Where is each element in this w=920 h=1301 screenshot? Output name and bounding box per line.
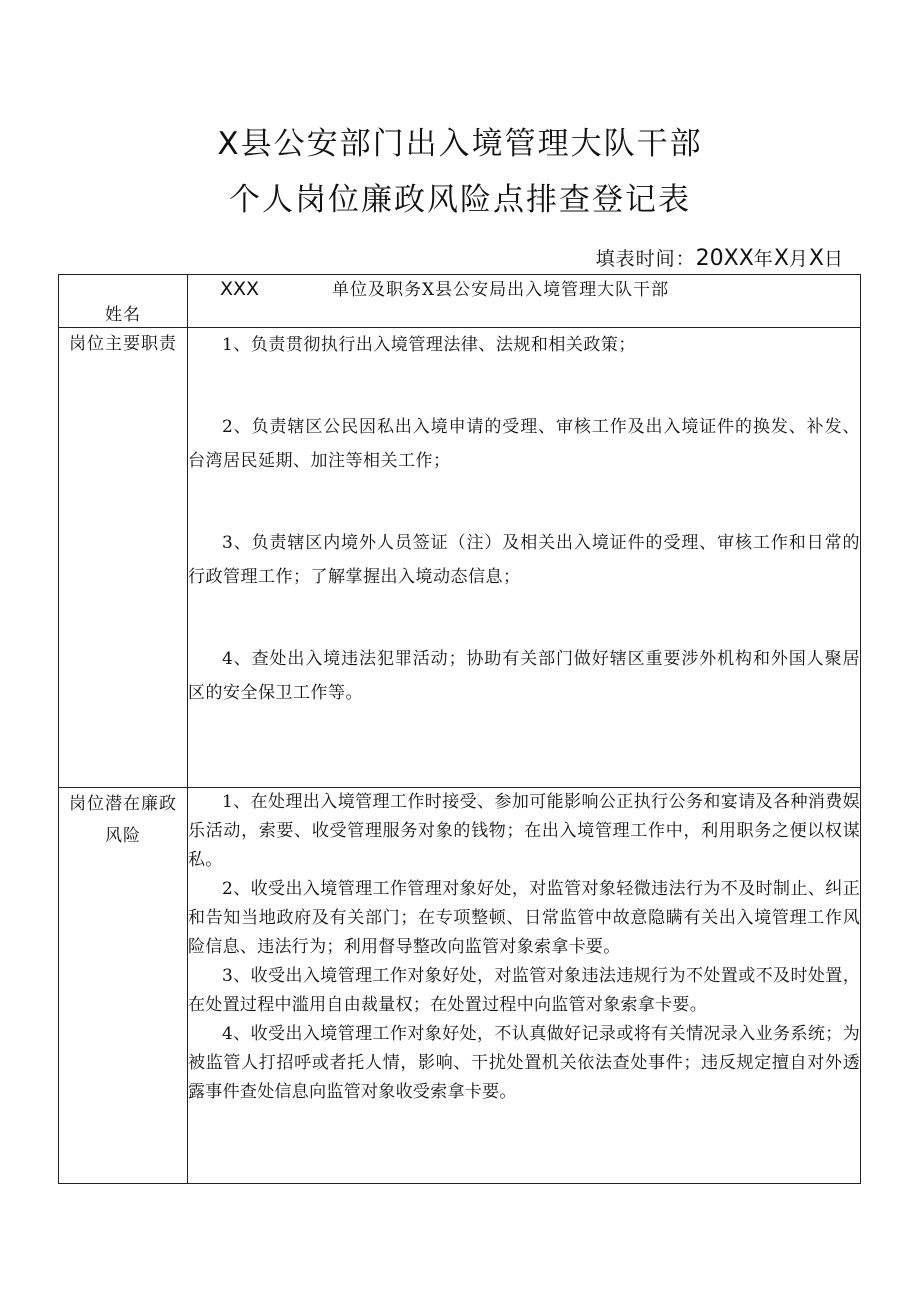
unit-value: X县公安局出入境管理大队干部: [422, 280, 670, 300]
risk-item: 1、在处理出入境管理工作时接受、参加可能影响公正执行公务和宴请及各种消费娱乐活动，索要、收受管理服务对象的钱物；在出入境管理工作中，利用职务之便以权谋私。: [188, 792, 860, 870]
fill-date-year: 20XX: [695, 246, 754, 271]
duties-row: [59, 328, 861, 788]
fill-date-day: X: [808, 246, 824, 271]
risk-item: 3、收受出入境管理工作对象好处，对监管对象违法违规行为不处置或不及时处置，在处置过程中滥用自由裁量权；在处置过程中向监管对象索拿卡要。: [188, 966, 860, 1015]
name-unit-cell: [188, 275, 861, 328]
fill-date-month: X: [773, 246, 789, 271]
fill-date-month-unit: 月: [788, 248, 809, 270]
fill-date-day-unit: 日: [823, 248, 844, 270]
fill-date-label: 填表时间：: [595, 248, 696, 270]
duties-label-cell: [59, 328, 188, 788]
risks-content: [188, 788, 861, 1184]
duty-item: 2、负责辖区公民因私出入境申请的受理、审核工作及出入境证件的换发、补发、台湾居民延期、加注等相关工作；: [188, 417, 860, 471]
duties-content: [188, 328, 861, 788]
name-value: XXX: [220, 278, 260, 300]
name-row: [59, 275, 861, 328]
risk-item: 4、收受出入境管理工作对象好处，不认真做好记录或将有关情况录入业务系统；为被监管人打招呼或者托人情，影响、干扰处置机关依法查处事件；违反规定擅自对外透露事件查处信息向监管对象收受索拿卡要。: [188, 1024, 860, 1102]
risks-label: 岗位潜在廉政风险: [69, 794, 177, 846]
duty-item: 4、查处出入境违法犯罪活动；协助有关部门做好辖区重要涉外机构和外国人聚居区的安全保卫工作等。: [188, 649, 860, 703]
risks-row: [59, 788, 861, 1184]
duty-item: 3、负责辖区内境外人员签证（注）及相关出入境证件的受理、审核工作和日常的行政管理工作；了解掌握出入境动态信息；: [188, 533, 860, 587]
page-title-line2: 个人岗位廉政风险点排查登记表: [229, 182, 691, 218]
duty-item: 1、负责贯彻执行出入境管理法律、法规和相关政策；: [222, 335, 636, 355]
risks-label-cell: [59, 788, 188, 1184]
fill-date: [596, 244, 844, 271]
risk-item: 2、收受出入境管理工作管理对象好处，对监管对象轻微违法行为不及时制止、纠正和告知当地政府及有关部门；在专项整顿、日常监管中故意隐瞒有关出入境管理工作风险信息、违法行为；利用督导整改向监管对象索拿卡要。: [188, 879, 860, 957]
name-label: 姓名: [59, 275, 188, 328]
duties-label: 岗位主要职责: [69, 334, 177, 354]
fill-date-year-unit: 年: [753, 248, 774, 270]
page-title-line1: X县公安部门出入境管理大队干部: [217, 126, 703, 162]
registration-form-table: [58, 274, 861, 1184]
unit-label: 单位及职务: [332, 280, 422, 300]
